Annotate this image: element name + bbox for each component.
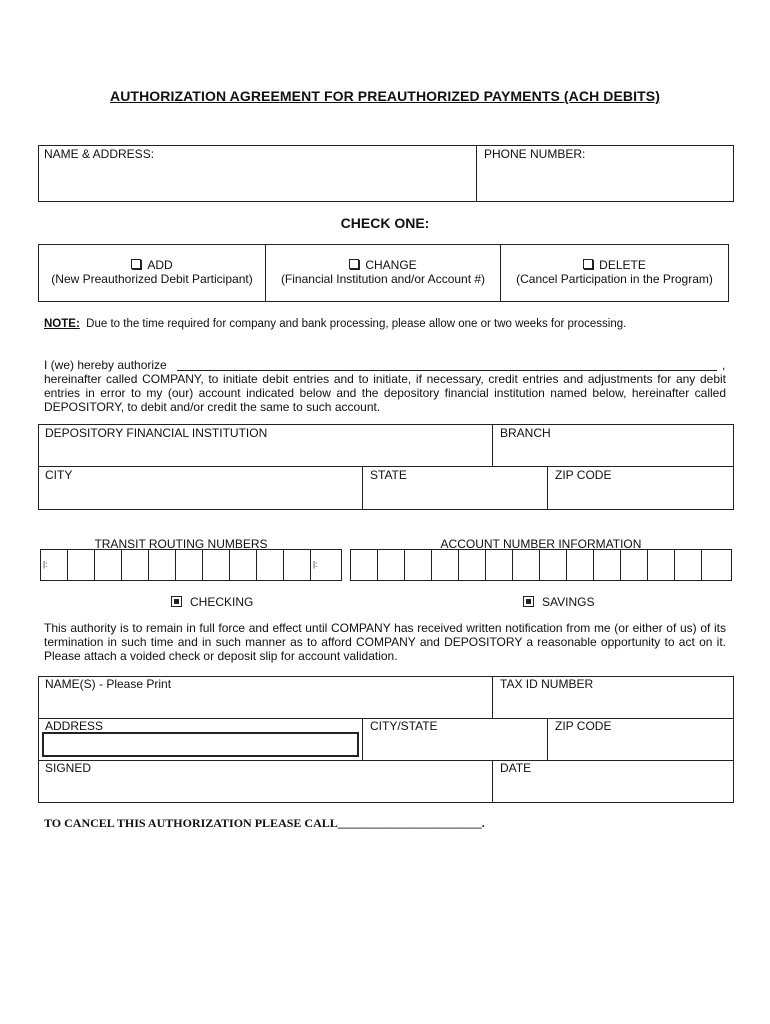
divider: [362, 466, 363, 510]
savings-option[interactable]: [523, 595, 594, 609]
account-cell[interactable]: [351, 550, 378, 580]
account-cell[interactable]: [459, 550, 486, 580]
name-address-label: NAME & ADDRESS:: [44, 147, 155, 161]
option-add[interactable]: [40, 258, 264, 286]
routing-marker: |:: [43, 560, 48, 569]
option-delete-desc: (Cancel Participation in the Program): [516, 272, 713, 286]
city-label: CITY: [45, 468, 73, 482]
option-delete-label: DELETE: [599, 258, 646, 272]
option-change-desc: (Financial Institution and/or Account #): [280, 272, 486, 286]
state-label: STATE: [370, 468, 407, 482]
account-cell[interactable]: [540, 550, 567, 580]
divider: [476, 145, 477, 202]
routing-cell[interactable]: [311, 550, 341, 580]
routing-marker: |:: [313, 560, 318, 569]
account-cell[interactable]: [432, 550, 459, 580]
account-cell[interactable]: [567, 550, 594, 580]
account-cell[interactable]: [594, 550, 621, 580]
signed-label: SIGNED: [45, 761, 92, 775]
divider: [38, 760, 734, 761]
address-label: ADDRESS: [45, 719, 104, 733]
routing-cell[interactable]: [203, 550, 230, 580]
checkbox-icon[interactable]: [171, 596, 182, 607]
routing-cell[interactable]: [149, 550, 176, 580]
checkbox-icon[interactable]: [349, 259, 359, 269]
routing-cell[interactable]: [122, 550, 149, 580]
checking-label: CHECKING: [190, 595, 254, 609]
checkbox-icon[interactable]: [583, 259, 593, 269]
routing-cell[interactable]: [230, 550, 257, 580]
savings-label: SAVINGS: [542, 595, 595, 609]
account-cell[interactable]: [378, 550, 405, 580]
divider: [492, 424, 493, 466]
authorize-line-end: ,: [722, 358, 726, 372]
account-number-cells[interactable]: [350, 549, 732, 581]
zip-label: ZIP CODE: [555, 468, 612, 482]
form-title: AUTHORIZATION AGREEMENT FOR PREAUTHORIZED PAYMENTS (ACH DEBITS): [110, 88, 660, 104]
account-cell[interactable]: [486, 550, 513, 580]
account-cell[interactable]: [513, 550, 540, 580]
divider: [547, 466, 548, 510]
routing-number-cells[interactable]: [40, 549, 342, 581]
divider: [492, 676, 493, 718]
note-text: Due to the time required for company and bank processing, please allow one or two weeks for processing.: [86, 318, 627, 330]
cancel-text: TO CANCEL THIS AUTHORIZATION PLEASE CALL________________________.: [44, 816, 485, 830]
account-cell[interactable]: [675, 550, 702, 580]
signer-zip-label: ZIP CODE: [555, 719, 612, 733]
citystate-label: CITY/STATE: [370, 719, 438, 733]
divider: [38, 466, 734, 467]
note: [44, 317, 726, 331]
branch-label: BRANCH: [500, 426, 551, 440]
authority-text: This authority is to remain in full force and effect until COMPANY has received written notification from me (or either of us) of its termination in such time and in such manner as to afford COMPANY and DEPOSITORY a reasonable opportunity to act on it. Please attach a voided check or deposit slip for account validation.: [44, 621, 726, 663]
institution-label: DEPOSITORY FINANCIAL INSTITUTION: [45, 426, 268, 440]
checkbox-icon[interactable]: [131, 259, 141, 269]
divider: [547, 718, 548, 760]
date-label: DATE: [500, 761, 532, 775]
authorize-body: hereinafter called COMPANY, to initiate debit entries and to initiate, if necessary, credit entries and adjustments for any debit entries in error to my (our) account indicated below and the depository financial institution named below, hereinafter called DEPOSITORY, to debit and/or credit the same to such account.: [44, 372, 726, 414]
checking-option[interactable]: [171, 595, 253, 609]
account-cell[interactable]: [648, 550, 675, 580]
option-delete[interactable]: [501, 258, 728, 286]
account-label: ACCOUNT NUMBER INFORMATION: [440, 537, 642, 551]
account-cell[interactable]: [702, 550, 731, 580]
routing-cell[interactable]: [95, 550, 122, 580]
account-cell[interactable]: [405, 550, 432, 580]
checkbox-icon[interactable]: [523, 596, 534, 607]
taxid-label: TAX ID NUMBER: [500, 677, 594, 691]
check-one-heading: CHECK ONE:: [340, 215, 430, 231]
account-cell[interactable]: [621, 550, 648, 580]
routing-cell[interactable]: [68, 550, 95, 580]
routing-cell[interactable]: [41, 550, 68, 580]
divider: [362, 718, 363, 760]
option-change[interactable]: [266, 258, 500, 286]
option-add-label: ADD: [147, 258, 173, 272]
company-name-line[interactable]: [177, 370, 717, 371]
note-label: NOTE:: [44, 318, 80, 330]
routing-cell[interactable]: [284, 550, 311, 580]
phone-number-label: PHONE NUMBER:: [484, 147, 586, 161]
authorize-line-start: I (we) hereby authorize: [44, 358, 167, 372]
routing-label: TRANSIT ROUTING NUMBERS: [94, 537, 268, 551]
divider: [492, 760, 493, 803]
names-label: NAME(S) - Please Print: [45, 677, 172, 691]
routing-cell[interactable]: [176, 550, 203, 580]
option-add-desc: (New Preauthorized Debit Participant): [51, 272, 253, 286]
address-input[interactable]: [42, 732, 359, 757]
option-change-label: CHANGE: [365, 258, 417, 272]
routing-cell[interactable]: [257, 550, 284, 580]
